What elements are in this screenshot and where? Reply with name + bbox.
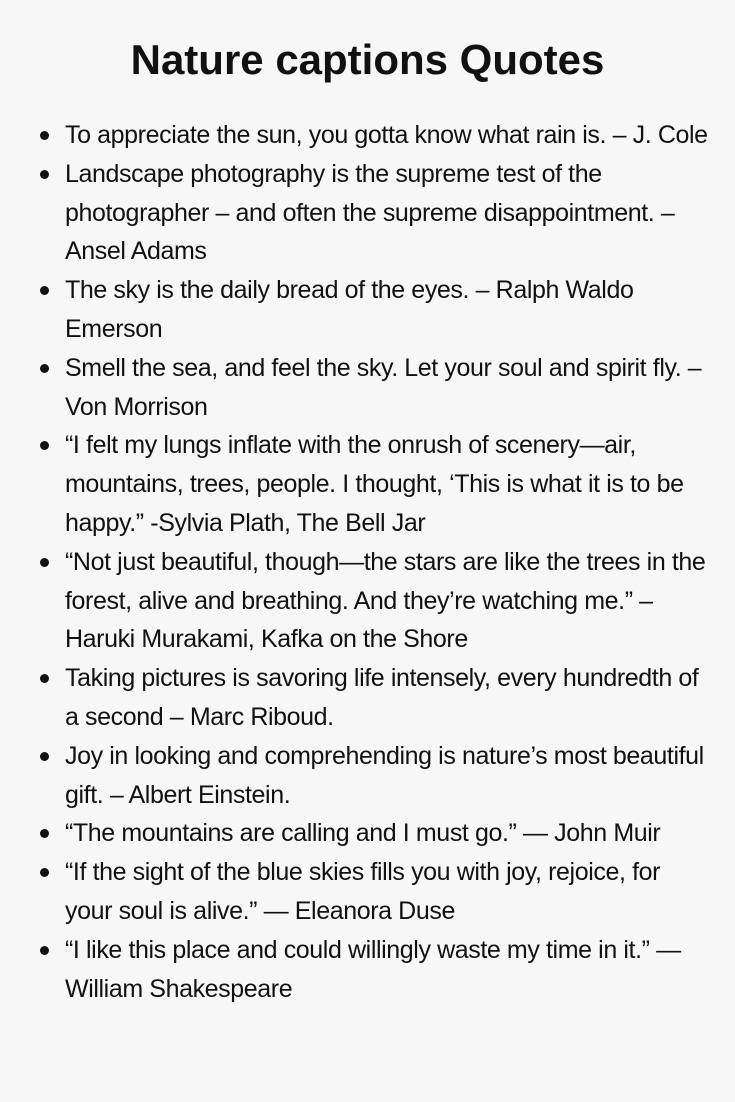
quote-item — [0, 155, 735, 271]
bullet-icon — [40, 868, 49, 877]
quote-text: Joy in looking and comprehending is nature’s most beautiful gift. – Albert Einstein. — [65, 741, 704, 809]
bullet-icon — [40, 829, 49, 838]
quote-text: The sky is the daily bread of the eyes. – Ralph Waldo Emerson — [65, 276, 634, 343]
quote-item — [0, 931, 735, 1009]
quote-text: “Not just beautiful, though—the stars are like the trees in the forest, alive and breathing. And they’re watching me.” – Haruki Murakami, Kafka on the Shore — [65, 547, 706, 654]
quote-text: “I like this place and could willingly waste my time in it.” — William Shakespeare — [65, 935, 681, 1003]
quote-text: Smell the sea, and feel the sky. Let your soul and spirit fly. – Von Morrison — [65, 353, 702, 421]
quote-item — [0, 543, 735, 659]
bullet-icon — [40, 170, 49, 179]
quote-item — [0, 271, 735, 349]
bullet-icon — [40, 441, 49, 450]
quote-item — [0, 737, 735, 815]
bullet-icon — [40, 946, 49, 955]
quote-item — [0, 349, 735, 427]
quote-item — [0, 426, 735, 542]
bullet-icon — [40, 131, 49, 140]
quote-item — [0, 116, 735, 155]
quote-text: Landscape photography is the supreme test of the photographer – and often the supreme disappointment. – Ansel Adams — [65, 159, 675, 266]
quote-text: “The mountains are calling and I must go.” — John Muir — [65, 819, 661, 848]
bullet-icon — [40, 364, 49, 373]
quote-list — [0, 116, 735, 1008]
quote-text: “If the sight of the blue skies fills you with joy, rejoice, for your soul is alive.” — Eleanora Duse — [65, 858, 661, 925]
quote-text: Taking pictures is savoring life intensely, every hundredth of a second – Marc Riboud. — [65, 664, 699, 731]
page-title: Nature captions Quotes — [130, 36, 605, 83]
bullet-icon — [40, 558, 49, 567]
quote-item — [0, 659, 735, 737]
bullet-icon — [40, 286, 49, 295]
quote-text: “I felt my lungs inflate with the onrush of scenery—air, mountains, trees, people. I thought, ‘This is what it is to be happy.” -Sylvia Plath, The Bell Jar — [65, 431, 684, 537]
quote-item — [0, 814, 735, 853]
bullet-icon — [40, 674, 49, 683]
quote-item — [0, 853, 735, 931]
bullet-icon — [40, 752, 49, 761]
quote-text: To appreciate the sun, you gotta know what rain is. – J. Cole — [65, 121, 708, 149]
